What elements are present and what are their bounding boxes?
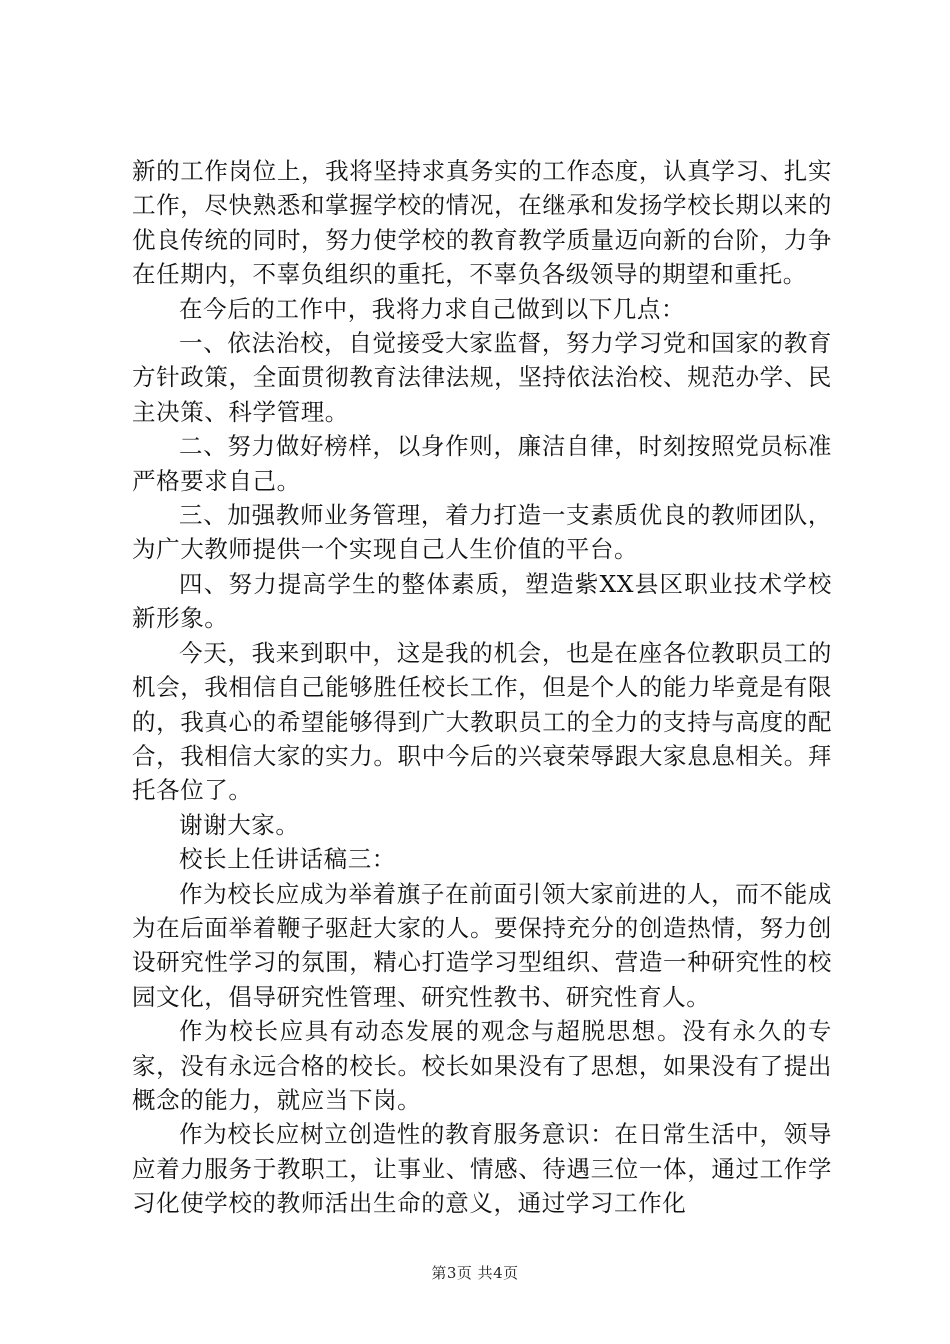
paragraph: 二、努力做好榜样，以身作则，廉洁自律，时刻按照党员标准严格要求自己。 [132, 432, 832, 495]
paragraph: 作为校长应成为举着旗子在前面引领大家前进的人，而不能成为在后面举着鞭子驱赶大家的人。要保持充分的创造热情，努力创设研究性学习的氛围，精心打造学习型组织、营造一种研究性的校园文化，倡导研究性管理、研究性教书、研究性育人。 [132, 879, 832, 1011]
paragraph: 在今后的工作中，我将力求自己做到以下几点： [179, 294, 686, 323]
paragraph: 今天，我来到职中，这是我的机会，也是在座各位教职员工的机会，我相信自己能够胜任校长工作，但是个人的能力毕竟是有限的，我真心的希望能够得到广大教职员工的全力的支持与高度的配合，我相信大家的实力。职中今后的兴衰荣辱跟大家息息相关。拜托各位了。 [132, 638, 832, 805]
document-body [132, 154, 832, 1221]
paragraph: 谢谢大家。 [179, 810, 300, 839]
paragraph: 四、努力提高学生的整体素质，塑造紫XX县区职业技术学校新形象。 [132, 569, 832, 633]
paragraph: 作为校长应具有动态发展的观念与超脱思想。没有永久的专家，没有永远合格的校长。校长如果没有了思想，如果没有了提出概念的能力，就应当下岗。 [132, 1017, 832, 1114]
page-footer: 第3页 共4页 [431, 1264, 519, 1282]
paragraph: 一、依法治校，自觉接受大家监督，努力学习党和国家的教育方针政策，全面贯彻教育法律法规，坚持依法治校、规范办学、民主决策、科学管理。 [132, 329, 832, 426]
paragraph: 作为校长应树立创造性的教育服务意识：在日常生活中，领导应着力服务于教职工，让事业、情感、待遇三位一体，通过工作学习化使学校的教师活出生命的意义，通过学习工作化 [132, 1120, 832, 1218]
paragraph: 新的工作岗位上，我将坚持求真务实的工作态度，认真学习、扎实工作，尽快熟悉和掌握学校的情况，在继承和发扬学校长期以来的优良传统的同时，努力使学校的教育教学质量迈向新的台阶，力争在任期内，不辜负组织的重托，不辜负各级领导的期望和重托。 [132, 157, 832, 289]
paragraph: 三、加强教师业务管理，着力打造一支素质优良的教师团队，为广大教师提供一个实现自己人生价值的平台。 [132, 501, 832, 564]
section-heading: 校长上任讲话稿三： [179, 845, 396, 874]
